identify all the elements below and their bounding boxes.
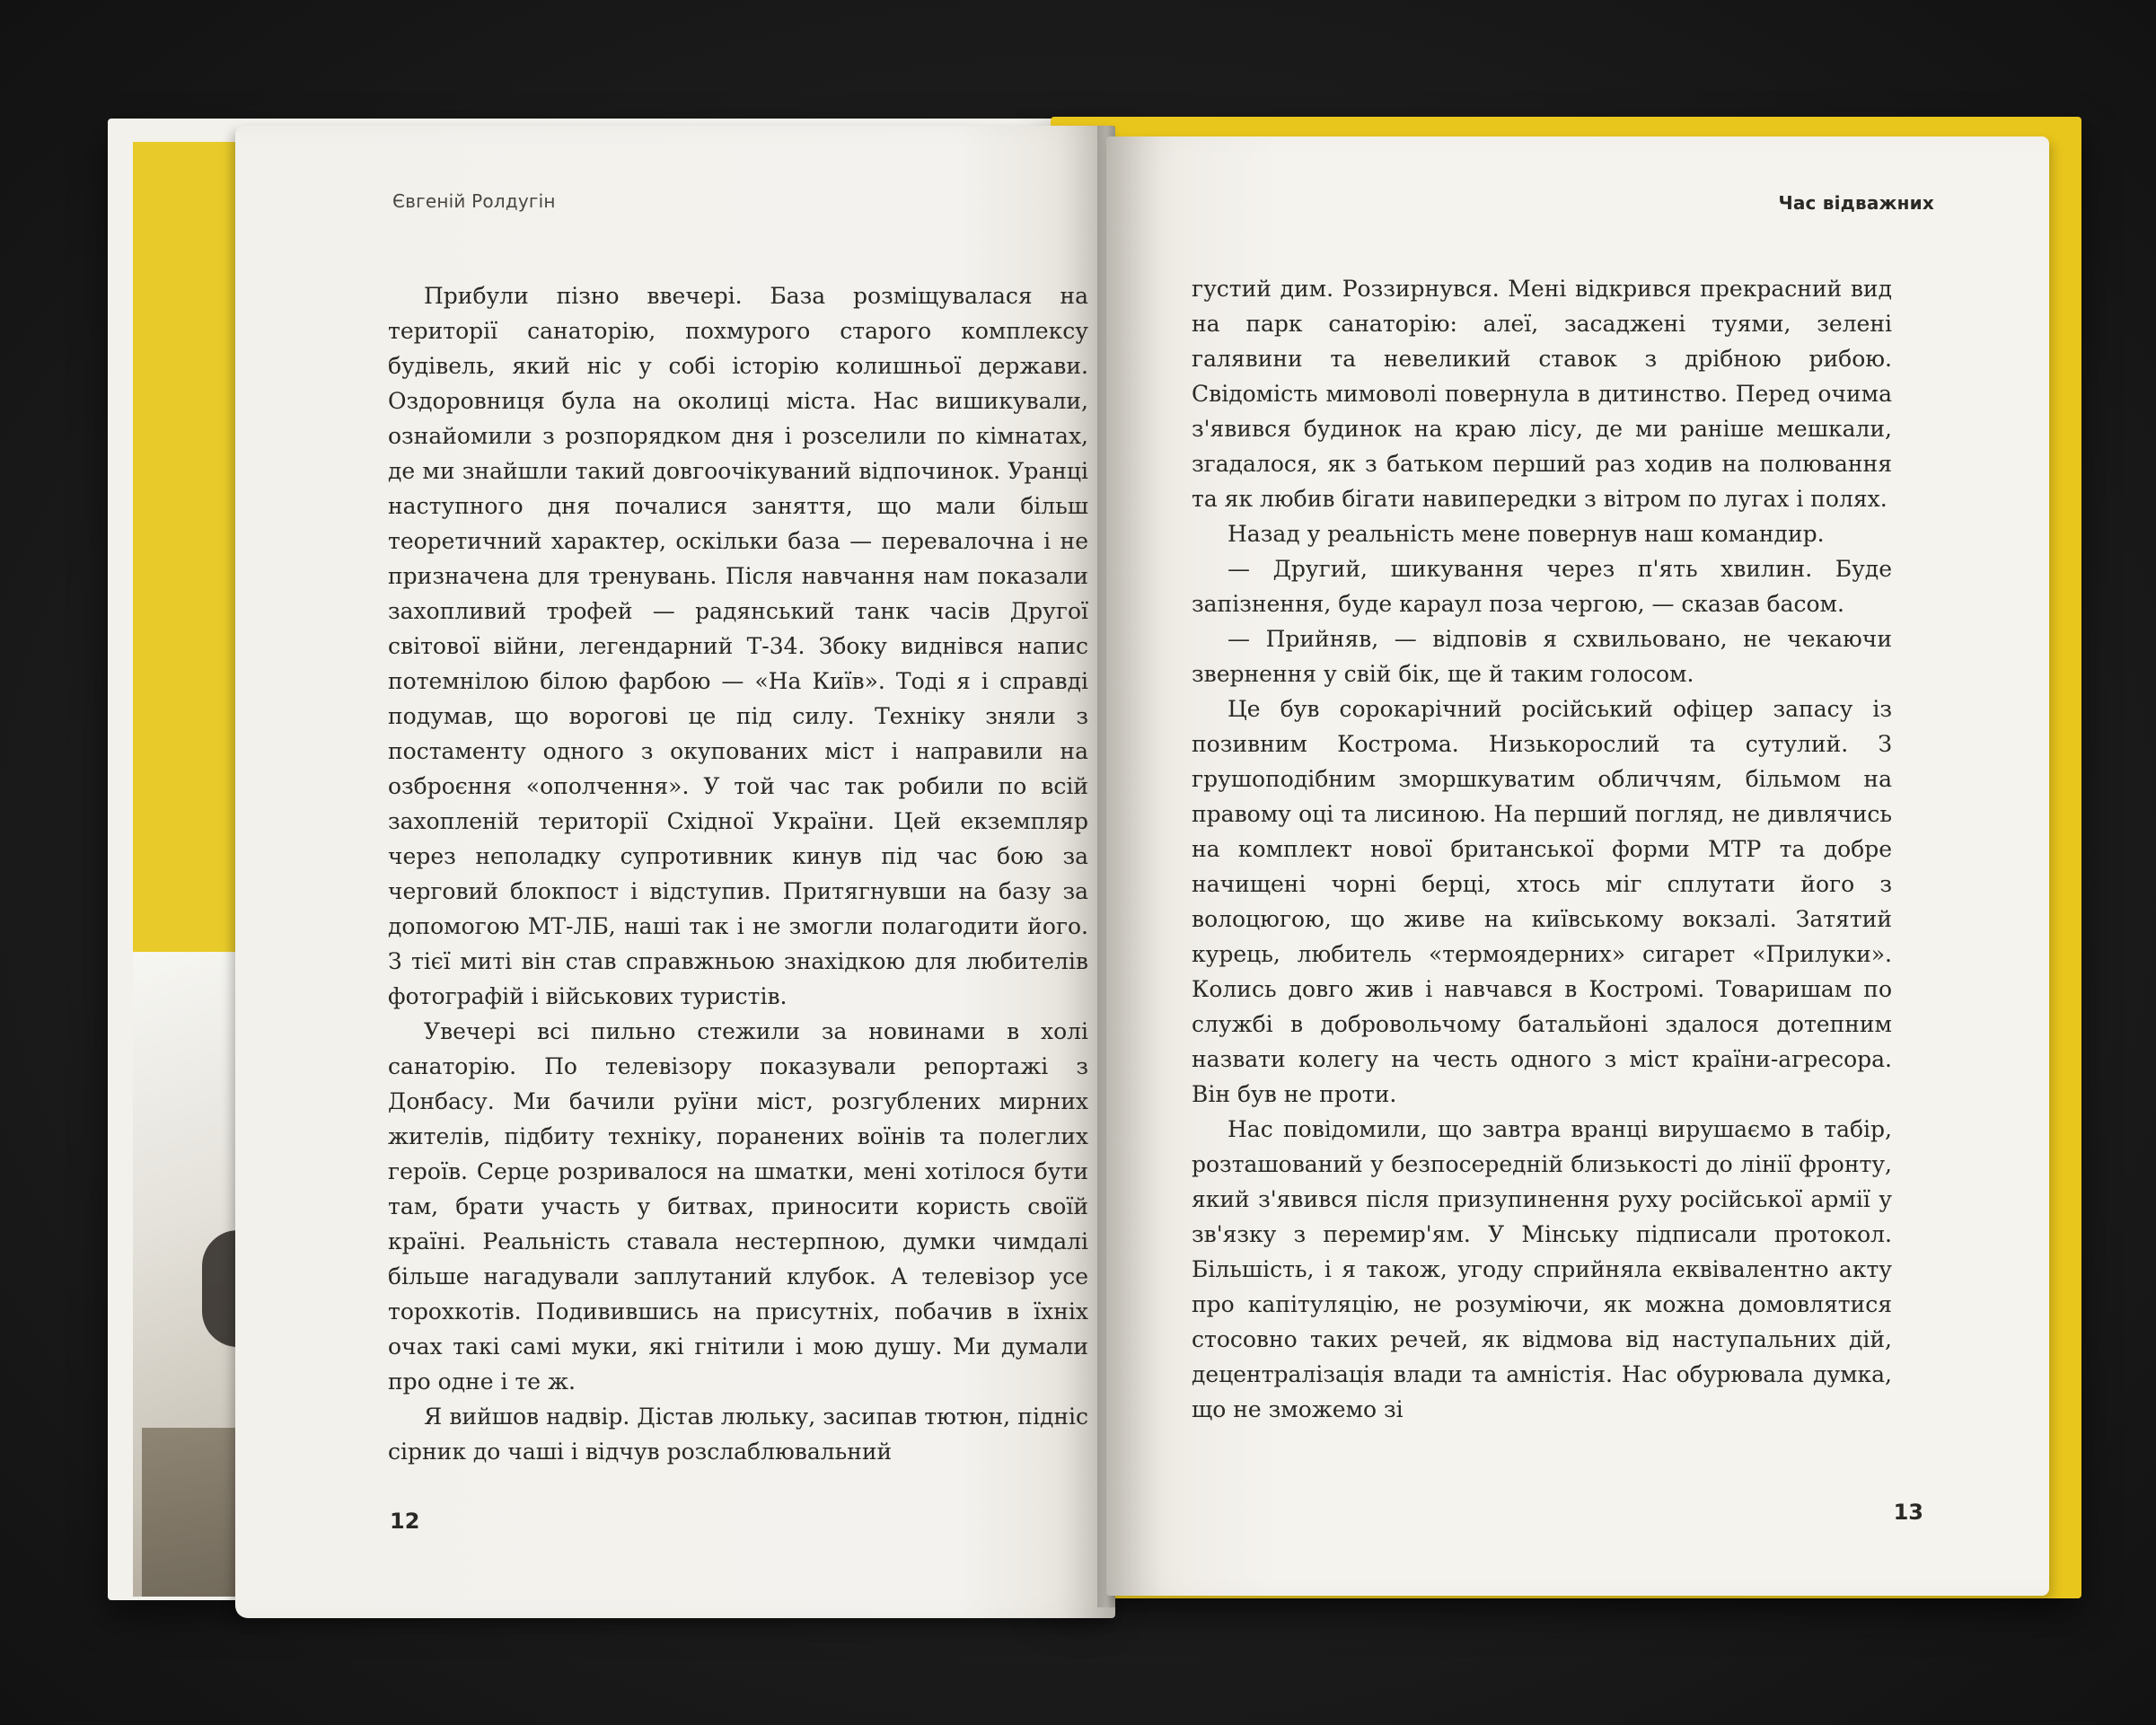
running-head-title: Час відважних (1778, 192, 1934, 214)
paragraph: Це був сорокарічний російський офіцер запасу із позивним Кострома. Низькорослий та сутулий. З грушоподібним зморшкуватим обличчям, більмом на правому оці та лисиною. На перший погляд, не дивлячись на комплект нової британської форми МТР та добре начищені чорні берці, хтось міг сплутати його з волоцюгою, що живе на київському вокзалі. Затятий курець, любитель «термоядерних» сигарет «Прилуки». Колись довго жив і навчався в Костромі. Товаришам по службі в добровольчому батальйоні здалося дотепним назвати колегу на честь одного з міст країни-агресора. Він був не проти. (1192, 696, 1892, 1107)
paragraph: Назад у реальність мене повернув наш командир. (1228, 521, 1825, 547)
paragraph: Прибули пізно ввечері. База розміщувалася на території санаторію, похмурого старого комплексу будівель, який ніс у собі історію колишньої держави. Оздоровниця була на околиці міста. Нас вишикували, ознайомили з розпорядком дня і розселили по кімнатах, де ми знайшли такий довгоочікуваний відпочинок. Уранці наступного дня почалися заняття, що мали більш теоретичний характер, оскільки база — перевалочна і не призначена для тренувань. Після навчання нам показали захопливий трофей — радянський танк часів Другої світової війни, легендарний Т-34. Збоку виднівся напис потемнілою білою фарбою — «На Київ». Тоді я і справді подумав, що ворогові це під силу. Техніку зняли з постаменту одного з окупованих міст і направили на озброєння «ополчення». У той час так робили по всій захопленій території Східної України. Цей екземпляр через неполадку супротивник кинув під час бою за черговий блокпост і відступив. Притягнувши на базу за допомогою МТ-ЛБ, наші так і не змогли полагодити його. З тієї миті він став справжньою знахідкою для любителів фотографій і військових туристів. (388, 283, 1088, 1009)
right-page-body (1192, 271, 1892, 1427)
running-head-author: Євгеній Ролдугін (392, 190, 556, 212)
paragraph: Я вийшов надвір. Дістав люльку, засипав тютюн, підніс сірник до чаші і відчув розслаблювальний (388, 1404, 1088, 1465)
paragraph: — Прийняв, — відповів я схвильовано, не чекаючи звернення у свій бік, ще й таким голосом. (1192, 626, 1892, 687)
paragraph: Увечері всі пильно стежили за новинами в холі санаторію. По телевізору показували репортажі з Донбасу. Ми бачили руїни міст, розгублених мирних жителів, підбиту техніку, поранених воїнів та полеглих героїв. Серце розривалося на шматки, мені хотілося бути там, брати участь у битвах, приносити користь своїй країні. Реальність ставала нестерпною, думки чимдалі більше нагадували заплутаний клубок. А телевізор усе торохкотів. Подивившись на присутніх, побачив в їхніх очах такі самі муки, які гнітили і мою душу. Ми думали про одне і те ж. (388, 1018, 1088, 1395)
paragraph: густий дим. Роззирнувся. Мені відкрився прекрасний вид на парк санаторію: алеї, засаджені туями, зелені галявини та невеликий ставок з дрібною рибою. Свідомість мимоволі повернула в дитинство. Перед очима з'явився будинок на краю лісу, де ми раніше мешкали, згадалося, як з батьком перший раз ходив на полювання та як любив бігати навипередки з вітром по лугах і полях. (1192, 276, 1892, 512)
page-number: 13 (1893, 1500, 1923, 1525)
right-page (1106, 136, 2049, 1596)
paragraph: — Другий, шикування через п'ять хвилин. Буде запізнення, буде караул поза чергою, — сказав басом. (1192, 556, 1892, 617)
left-page (235, 126, 1115, 1618)
left-page-body (388, 278, 1088, 1469)
page-number: 12 (390, 1509, 420, 1534)
paragraph: Нас повідомили, що завтра вранці вирушаємо в табір, розташований у безпосередній близькості до лінії фронту, який з'явився після призупинення руху російської армії у зв'язку з перемир'ям. У Мінську підписали протокол. Більшість, і я також, угоду сприйняла еквівалентно акту про капітуляцію, не розуміючи, як можна домовлятися стосовно таких речей, як відмова від наступальних дій, децентралізація влади та амністія. Нас обурювала думка, що не зможемо зі (1192, 1116, 1892, 1422)
